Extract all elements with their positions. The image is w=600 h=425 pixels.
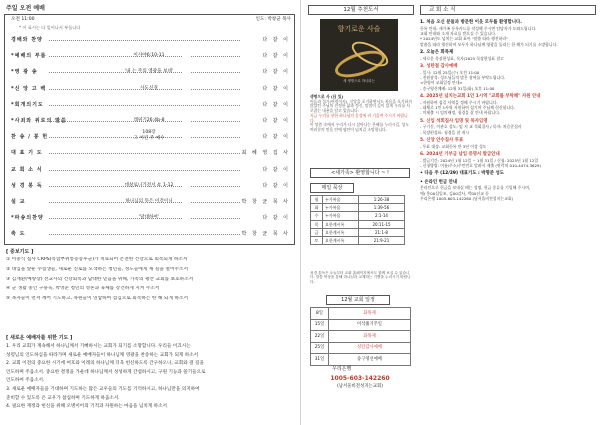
new-family-banner: <새가족> 환영합니다 ~ ! (310, 168, 410, 178)
worship-order-box (4, 14, 295, 245)
new-worshipper-title: [ 새로운 예배자를 위한 기도 ] (6, 335, 73, 341)
schedule-date: 31일 (311, 354, 329, 366)
schedule-row (311, 342, 411, 354)
right-page (304, 3, 600, 422)
dotted-leader (191, 186, 240, 187)
news-line: <한영어 교회일정 안내> (420, 80, 463, 86)
order-item-desc (109, 53, 189, 59)
order-item-leader: 박 창 균 목 사 (241, 199, 290, 205)
news-line: - 새로운 목장편성표, 목자/2025 목장편성표 참고 (420, 55, 504, 61)
order-item-name: *예배의 부름 (11, 53, 47, 60)
offering-bank: 우리은행 (332, 366, 352, 372)
prayer-line: 준비할 수 있도록 온 교우가 참십하며 기도하게 하옵소서. (6, 395, 120, 401)
prayer-line: 1. 우리 교회가 계속해서 하나님께서 기뻐하시는 교회가 되기를 소망합니다. 우리들 이끄시는 (6, 344, 191, 349)
order-item-desc (109, 86, 189, 92)
meditation-book: 요한계시록 (323, 228, 359, 236)
book-highlight: 지금 우리를 향한 하나님의 음성에 귀 기울여 주시기 바랍니다. (310, 112, 408, 123)
worship-order-row (9, 146, 292, 161)
standing-note: * 이 표시는 다 일어나서 부릅니다 (19, 25, 81, 30)
meditation-row (311, 228, 405, 236)
order-item-name: 대 표 기 도 (11, 150, 43, 157)
news-line: - 미제출 시 임의배정, 청경을 잘 안내 바랍니다. (420, 110, 501, 116)
worship-order-row (9, 65, 292, 80)
schedule-row (311, 308, 411, 320)
meditation-day: 수 (311, 212, 323, 220)
order-item-leader: 박 창 균 목 사 (241, 231, 290, 238)
order-item-leader: 다 같 이 (262, 69, 290, 76)
order-item-name: *회개의기도 (11, 101, 44, 108)
dotted-leader (191, 137, 240, 138)
news-line: - 자원하여 섬길 사역을 정해 주시기 바랍니다. (420, 99, 498, 105)
meditation-row (311, 236, 405, 244)
order-item-leader: 다 같 이 (262, 37, 290, 43)
page-fold (300, 0, 301, 425)
daily-meditation-title: 매일 묵상 (310, 183, 354, 193)
recommended-book-title: 12월 추천도서 (308, 5, 414, 15)
news-heading: • 다음 주 (12/29) 대표기도 : 박명준 성도 (420, 171, 504, 177)
dotted-leader (49, 40, 240, 41)
prayer-list (6, 257, 296, 306)
meditation-verse: 21:1-8 (359, 228, 405, 236)
news-heading: 5. 신앙 안수집사 투표 (420, 138, 464, 144)
meditation-row (311, 220, 405, 228)
schedule-event: 이삭줍기주일 (329, 319, 411, 331)
order-item-desc-line: 하나님의 뜻은 이것이니 (125, 199, 173, 204)
news-line: 교회 안내와 소개 자료를 받으실 수 있습니다. (420, 30, 497, 36)
order-item-desc-line: 레위기26:4b-8 (133, 118, 165, 123)
new-worshipper-list (6, 343, 296, 412)
news-line: - 송구영신예배: 12월 31일(화) 오후 11:00 (420, 85, 495, 91)
news-line: - 목장편성표: 청경을 참 개시 (420, 129, 470, 135)
meditation-book: 누가복음 (323, 196, 359, 204)
news-line: - 일시: 12월 25일(수) 오전 11:00 (420, 69, 480, 75)
news-heading: 6. 2024년 기부금 납입 증명서 발급안내 (420, 152, 500, 158)
order-item-leader: 다 같 이 (262, 215, 290, 222)
worship-order-row (9, 227, 292, 242)
church-schedule-title: 12월 교회 일정 (326, 295, 390, 305)
book-text: 어둠과 절기(여럿이서), 신앙을 포기하면서도 복음을 포기하지 않았던 주님의 진정한 삶과 정신, 말씀이 깊이 있게 우리를 사로잡는 내용을 담고 있습니다. (310, 98, 412, 114)
offering-account: 1005-603-142260 (330, 375, 390, 382)
meditation-note: 성경 통독은 오늘부터 교회 홈페이지에서도 함께 보실 수 있습니다. 말씀 묵상을 통해 하나님과 교제하는 기쁨을 누리시기 바랍니다. (310, 271, 411, 284)
meditation-verse: 2:1-14 (359, 212, 405, 220)
meditation-book: 요한계시록 (323, 220, 359, 228)
meditation-day: 목 (311, 220, 323, 228)
dotted-leader (49, 105, 240, 106)
worship-order-row (9, 49, 292, 64)
order-item-desc (109, 69, 189, 75)
schedule-event: 성탄감사예배 (329, 342, 411, 354)
meditation-day: 금 (311, 228, 323, 236)
news-line: 우리은행 1005-603-142260 (남서울비전성지는교회) (420, 196, 514, 202)
order-item-leader: 다 같 이 (262, 53, 290, 60)
prayer-item: ① 이중식 집사 CRPS(복합부위통증증후군)가 치료되어 온전한 건강으로 회복되게 하소서 (6, 257, 188, 262)
meditation-book: 요한계시록 (323, 236, 359, 244)
dotted-leader (191, 218, 240, 219)
order-item-leader: 다 같 이 (262, 182, 290, 189)
meditation-row (311, 204, 405, 212)
news-line: 말씀을 따라 행진하며 모두가 하나님께 영광을 돌리는 한 해가 되기를 소망합니다. (420, 41, 558, 47)
worship-order-row (9, 130, 292, 145)
order-item-leader: 다 같 이 (262, 85, 290, 92)
offering-account-name: (남서울비전성지는교회) (337, 384, 383, 389)
book-cover-image (320, 19, 398, 91)
news-heading: • 온라인 헌금 안내 (420, 179, 458, 185)
news-line: 예) 홍00십일조, 김00감사, 박00선교 등 (420, 190, 489, 196)
dotted-leader (191, 121, 240, 122)
order-item-desc-line: 데살로니가전서 4: 1-12 (124, 182, 174, 188)
prayer-line: 인도하며 주옵소서. 중요한 결정을 가운데 하나님께서 성성하게 간섭하시고, 구원 기능과 쓸기들으로 (6, 369, 206, 375)
news-line: - 투표 대상: 교회등록 만 3년 이상 성도 (420, 143, 487, 149)
prayer-section-title: [ 중보기도 ] (6, 249, 34, 255)
schedule-event: 송구영신예배 (329, 354, 411, 366)
order-item-desc-line: 108장 (142, 130, 156, 136)
prayer-line: 3. 새로운 예배자들을 기대하며 기도하는 많은 교우들의 기도를 기억하시고, 하나님만을 의지하여 (6, 386, 200, 392)
order-item-name: *영 광 송 (11, 69, 38, 76)
book-description (310, 95, 412, 133)
order-item-desc-line: '내 는 주의 영광을 보네' (124, 69, 174, 75)
order-item-desc-line: 이사야6:10-11 (133, 53, 165, 59)
order-item-name: 설 교 (11, 199, 26, 205)
dotted-leader (49, 170, 240, 171)
order-item-desc (109, 118, 189, 124)
order-item-name: *신 앙 고 백 (11, 85, 47, 92)
worship-leader: 인도: 박창균 목사 (255, 17, 291, 22)
order-item-leader: 다 같 이 (262, 134, 290, 141)
news-line: - 대체로 1인 1사역 자원하여 섬기며 주님께 헌신합니다. (420, 105, 516, 111)
prayer-line: 인도하여 주옵소서. (6, 378, 45, 384)
book-more: 이 말씀 속에서 우리가 다시 살아나는 은혜를 누리시길, 성도 여러분의 믿음 안에 평안이 넘치길 소망합니다. (310, 122, 409, 133)
order-item-desc-line: 사도신경 (140, 85, 158, 91)
schedule-date: 25일 (311, 342, 329, 354)
order-item-desc-line: 그 어린 주 예수 (133, 135, 165, 141)
church-schedule-table (310, 307, 411, 366)
order-item-desc (109, 199, 189, 205)
meditation-day: 화 (311, 204, 323, 212)
order-item-desc (109, 130, 189, 141)
dotted-leader (191, 202, 240, 203)
prayer-item: ③ 김재환(예향장) 선교사의 건강회복과 담대한 믿음을 위해, 가족의 평안 교회를 보호하소서 (6, 276, 194, 282)
church-news-title: 교 회 소 식 (420, 5, 596, 15)
order-item-name: *사죄와 위로의 말씀 (11, 118, 67, 124)
prayer-line: 성령님의 인도하심을 따라가며 새로운 예배자들이 하나님께 영광을 찬송하는 교회가 되게 하소서 (6, 352, 199, 358)
left-page (2, 3, 300, 422)
news-heading: 2. 오늘은 화목제 (420, 50, 454, 56)
prayer-item: ② 대입을 앞둔 수험생들, 새로운 진로를 모색하는 청년들, 성도들에게 새 길을 열어주소서 (6, 266, 189, 272)
order-item-name: 축 도 (11, 231, 26, 238)
order-item-name: 성 경 봉 독 (11, 182, 43, 189)
order-item-leader: 다 같 이 (262, 166, 290, 173)
schedule-event: 화목제 (329, 308, 411, 320)
dotted-leader (191, 72, 240, 73)
news-line: * 2024년도 넘치는 교회 표어 "말씀 따라 행진하라" (420, 36, 508, 42)
worship-order-row (9, 179, 292, 194)
schedule-date: 8일 (311, 308, 329, 320)
order-item-name: *파송의찬양 (11, 215, 44, 222)
worship-order-row (9, 211, 292, 226)
prayer-item: ④ 군 생활 중인 구용욱, 박영준 청년의 영혼과 육체를 강건하게 지켜 주소서 (6, 286, 160, 292)
worship-order-row (9, 98, 292, 113)
meditation-day: 월 (311, 196, 323, 204)
daily-meditation-table (310, 195, 405, 245)
meditation-verse: 1:39-56 (359, 204, 405, 212)
worship-order-row (9, 33, 292, 48)
news-line: - 신청방법: 이름/주소/주민번호 알려서 제출 (연락처 010-4474-3629) (420, 163, 541, 168)
dotted-leader (191, 89, 240, 90)
prayer-line: 4. 필요한 재정과 헌신을 위해 오병이어의 기적과 자원하는 마음을 넘치게 하소서 (6, 404, 167, 410)
worship-section-title: 주일 오전 예배 (6, 5, 45, 12)
order-item-desc (109, 215, 189, 221)
schedule-event: 화목제 (329, 331, 411, 343)
news-heading: 1. 처음 오신 분들과 방문한 이웃 모두를 환영합니다. (420, 20, 522, 25)
news-line: 온라인으로 헌금을 보내실 때는 성명, 헌금 종류를 기입해 주시며, (420, 185, 531, 191)
order-item-name: 경배와 찬양 (11, 37, 43, 43)
news-line: - 발급기간: 2024년 1월 12일 ~ 1월 31일 / 신청: 2025년 1월 12일 (420, 157, 539, 163)
prayer-item: ⑤ 목자들이 먼저 깨어 기도하고, 목원들이 연합하여 섬김으로 회복하는 한 해 되게 하소서 (6, 296, 189, 302)
dotted-leader (191, 56, 240, 57)
schedule-date: 22일 (311, 331, 329, 343)
worship-order-row (9, 114, 292, 129)
schedule-row (311, 331, 411, 343)
order-item-name: 교 회 소 식 (11, 166, 43, 173)
book-author: 생명으로 사 (日 있) (310, 94, 344, 99)
meditation-row (311, 196, 405, 204)
worship-order-row (9, 163, 292, 178)
meditation-book: 누가복음 (323, 204, 359, 212)
dotted-leader (49, 153, 240, 154)
order-item-desc-line: '달대하여' (138, 215, 160, 221)
news-heading: 3. 성탄절 감사예배 (420, 64, 458, 70)
news-heading: 5. 신입 석회집사 입명 및 목자임명 (420, 118, 488, 124)
dotted-leader (49, 234, 240, 235)
meditation-day: 토 (311, 236, 323, 244)
church-news-list (420, 17, 598, 202)
schedule-row (311, 319, 411, 331)
meditation-verse: 21:9-21 (359, 236, 405, 244)
order-item-leader: 최 혜 영 집 사 (241, 150, 290, 157)
meditation-verse: 1:26-38 (359, 196, 405, 204)
news-heading: 4. 2025년 넘치는교회 1인 1시역 "교회를 부탁해" 자원 안내 (420, 94, 541, 100)
news-line: - 전원참석: 성도님들의 많은 참여를 부탁드립니다. (420, 74, 506, 80)
book-cover-subtitle: 새 생명으로 하나되는 (343, 79, 375, 83)
meditation-row (311, 212, 405, 220)
order-item-desc (109, 183, 189, 189)
news-line: - 구기동, 이관호 성도: 임 지 교 석회집사 / 목자: 차승준집사 (420, 124, 522, 130)
order-item-leader: 다 같 이 (262, 101, 290, 108)
worship-header (11, 17, 291, 23)
prayer-line: 2. 교회 이전의 중요한 시기에 여호와 이레의 하나님께 더욱 헌신하도록 간구하오니, 교회와 걸 길을 (6, 361, 204, 367)
book-cover-title: 향기로운 사슬 (337, 25, 381, 33)
news-line: 등록 안내: 새가족 등록카드를 작성해 주시면 담당자가 도와드립니다. (420, 25, 537, 31)
worship-order-row (9, 82, 292, 97)
worship-time: 오전 11:00 (11, 17, 35, 22)
schedule-row (311, 354, 411, 366)
schedule-date: 15일 (311, 319, 329, 331)
worship-order-row (9, 195, 292, 210)
meditation-book: 누가복음 (323, 212, 359, 220)
meditation-verse: 20:11-15 (359, 220, 405, 228)
order-item-name: 찬 송 / 봉 헌 (11, 134, 49, 141)
order-item-leader: 다 같 이 (262, 118, 290, 124)
